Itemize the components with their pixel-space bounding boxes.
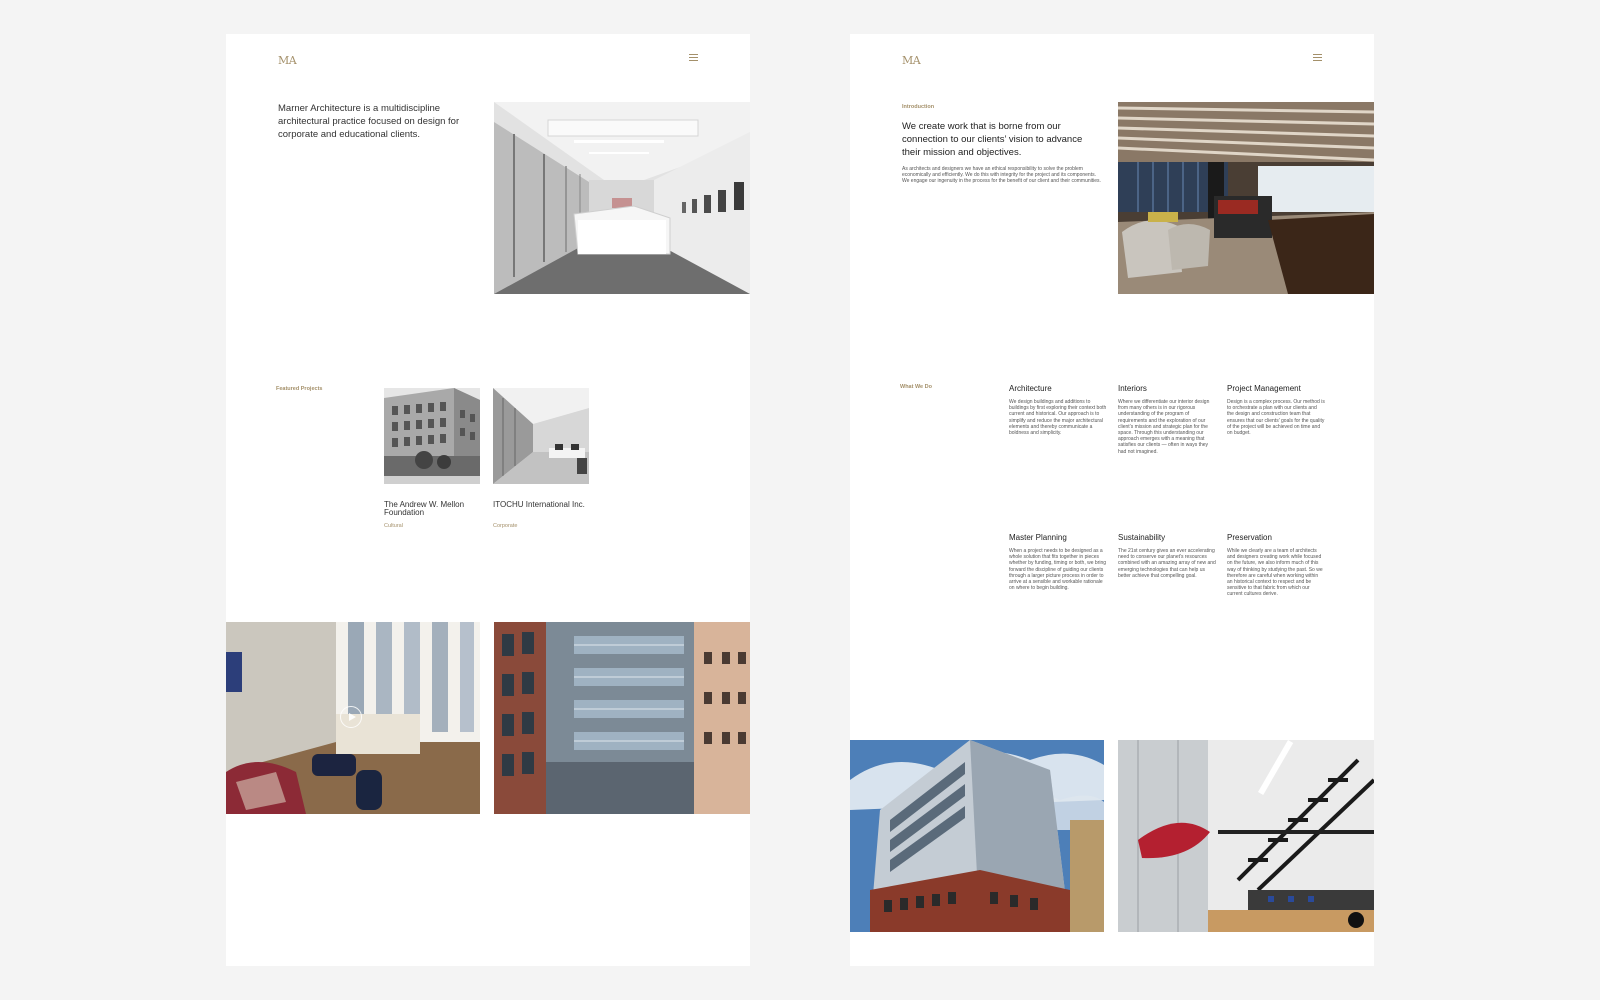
service-text: When a project needs to be designed as a whole solution that fits together in pieces whether by funding, timing or both, we bring forward the discipline of guiding our clients through a larger picture process in order to arrive at a sensible and workable rationale on where to begin building. [1009,548,1106,592]
service-text: The 21st century gives an ever accelerating need to conserve our planet’s resources combined with an amazing array of new and emerging technologies that can help us better achieve that compelling goal. [1118,548,1216,579]
service-title: Interiors [1118,384,1147,393]
project-category-itochu: Corporate [493,523,518,529]
featured-projects-label: Featured Projects [276,386,323,392]
service-master-planning [1009,533,1107,591]
logo[interactable]: MA [902,54,921,67]
service-title: Architecture [1009,384,1052,393]
project-title-mellon[interactable]: The Andrew W. Mellon Foundation [384,500,465,517]
home-page-mockup [226,34,750,966]
service-text: We design buildings and additions to buildings by first exploring their context both current and historical. Our approach is to simplify and reduce the major architectural elements and thereby communicate a boldness and simplicity. [1009,399,1107,437]
menu-icon[interactable] [1313,54,1322,61]
hero-image-lounge [1118,102,1374,294]
menu-icon[interactable] [689,54,698,61]
hero-image-office-corridor [494,102,750,294]
intro-text: Marner Architecture is a multidiscipline architectural practice focused on design for corporate and educational clients. [278,103,460,140]
service-title: Master Planning [1009,533,1067,542]
service-text: Design is a complex process. Our method is to orchestrate a plan with our clients and the design and construction team that ensures that our clients’ goals for the quality of the project will be achieved on time and on budget. [1227,399,1325,437]
service-title: Preservation [1227,533,1272,542]
service-interiors [1118,384,1216,455]
service-sustainability [1118,533,1216,579]
service-architecture [1009,384,1107,436]
project-thumbnail-itochu[interactable] [493,388,589,484]
logo[interactable]: MA [278,54,297,67]
image-interior-staircase [1118,740,1374,932]
service-preservation [1227,533,1325,598]
service-title: Sustainability [1118,533,1166,542]
service-project-management [1227,384,1325,436]
play-icon[interactable] [340,706,362,728]
image-building-exterior [850,740,1104,932]
service-text: Where we differentiate our interior design from many others is in our rigorous understanding of the program of requirements and the exploration of our client’s mission and strategic plan for the space. Through this understanding our approach emerges with a meaning that satisfies our clients — often in ways they had not imagined. [1118,399,1210,455]
video-thumbnail-lobby[interactable] [226,622,480,814]
intro-body: As architects and designers we have an ethical responsibility to solve the problem economically and efficiently. We do this with integrity for the project and its components. We engage our ingenuity in the process for the benefit of our client and their communities. [902,166,1101,185]
service-text: While we clearly are a team of architects and designers creating work while focused on the future, we also inform much of this way of thinking by studying the past. So we therefore are careful when working within an historical context to respect and be sensitive to that fabric from which our current cultures derive. [1227,548,1323,598]
image-building-facade [494,622,750,814]
introduction-label: Introduction [902,104,935,110]
project-category-mellon: Cultural [384,523,403,529]
intro-heading: We create work that is borne from our connection to our clients’ vision to advance their mission and objectives. [902,121,1083,158]
about-page-mockup [850,34,1374,966]
project-thumbnail-mellon[interactable] [384,388,480,484]
what-we-do-label: What We Do [900,384,932,390]
project-title-itochu[interactable]: ITOCHU International Inc. [493,500,585,509]
service-title: Project Management [1227,384,1301,393]
